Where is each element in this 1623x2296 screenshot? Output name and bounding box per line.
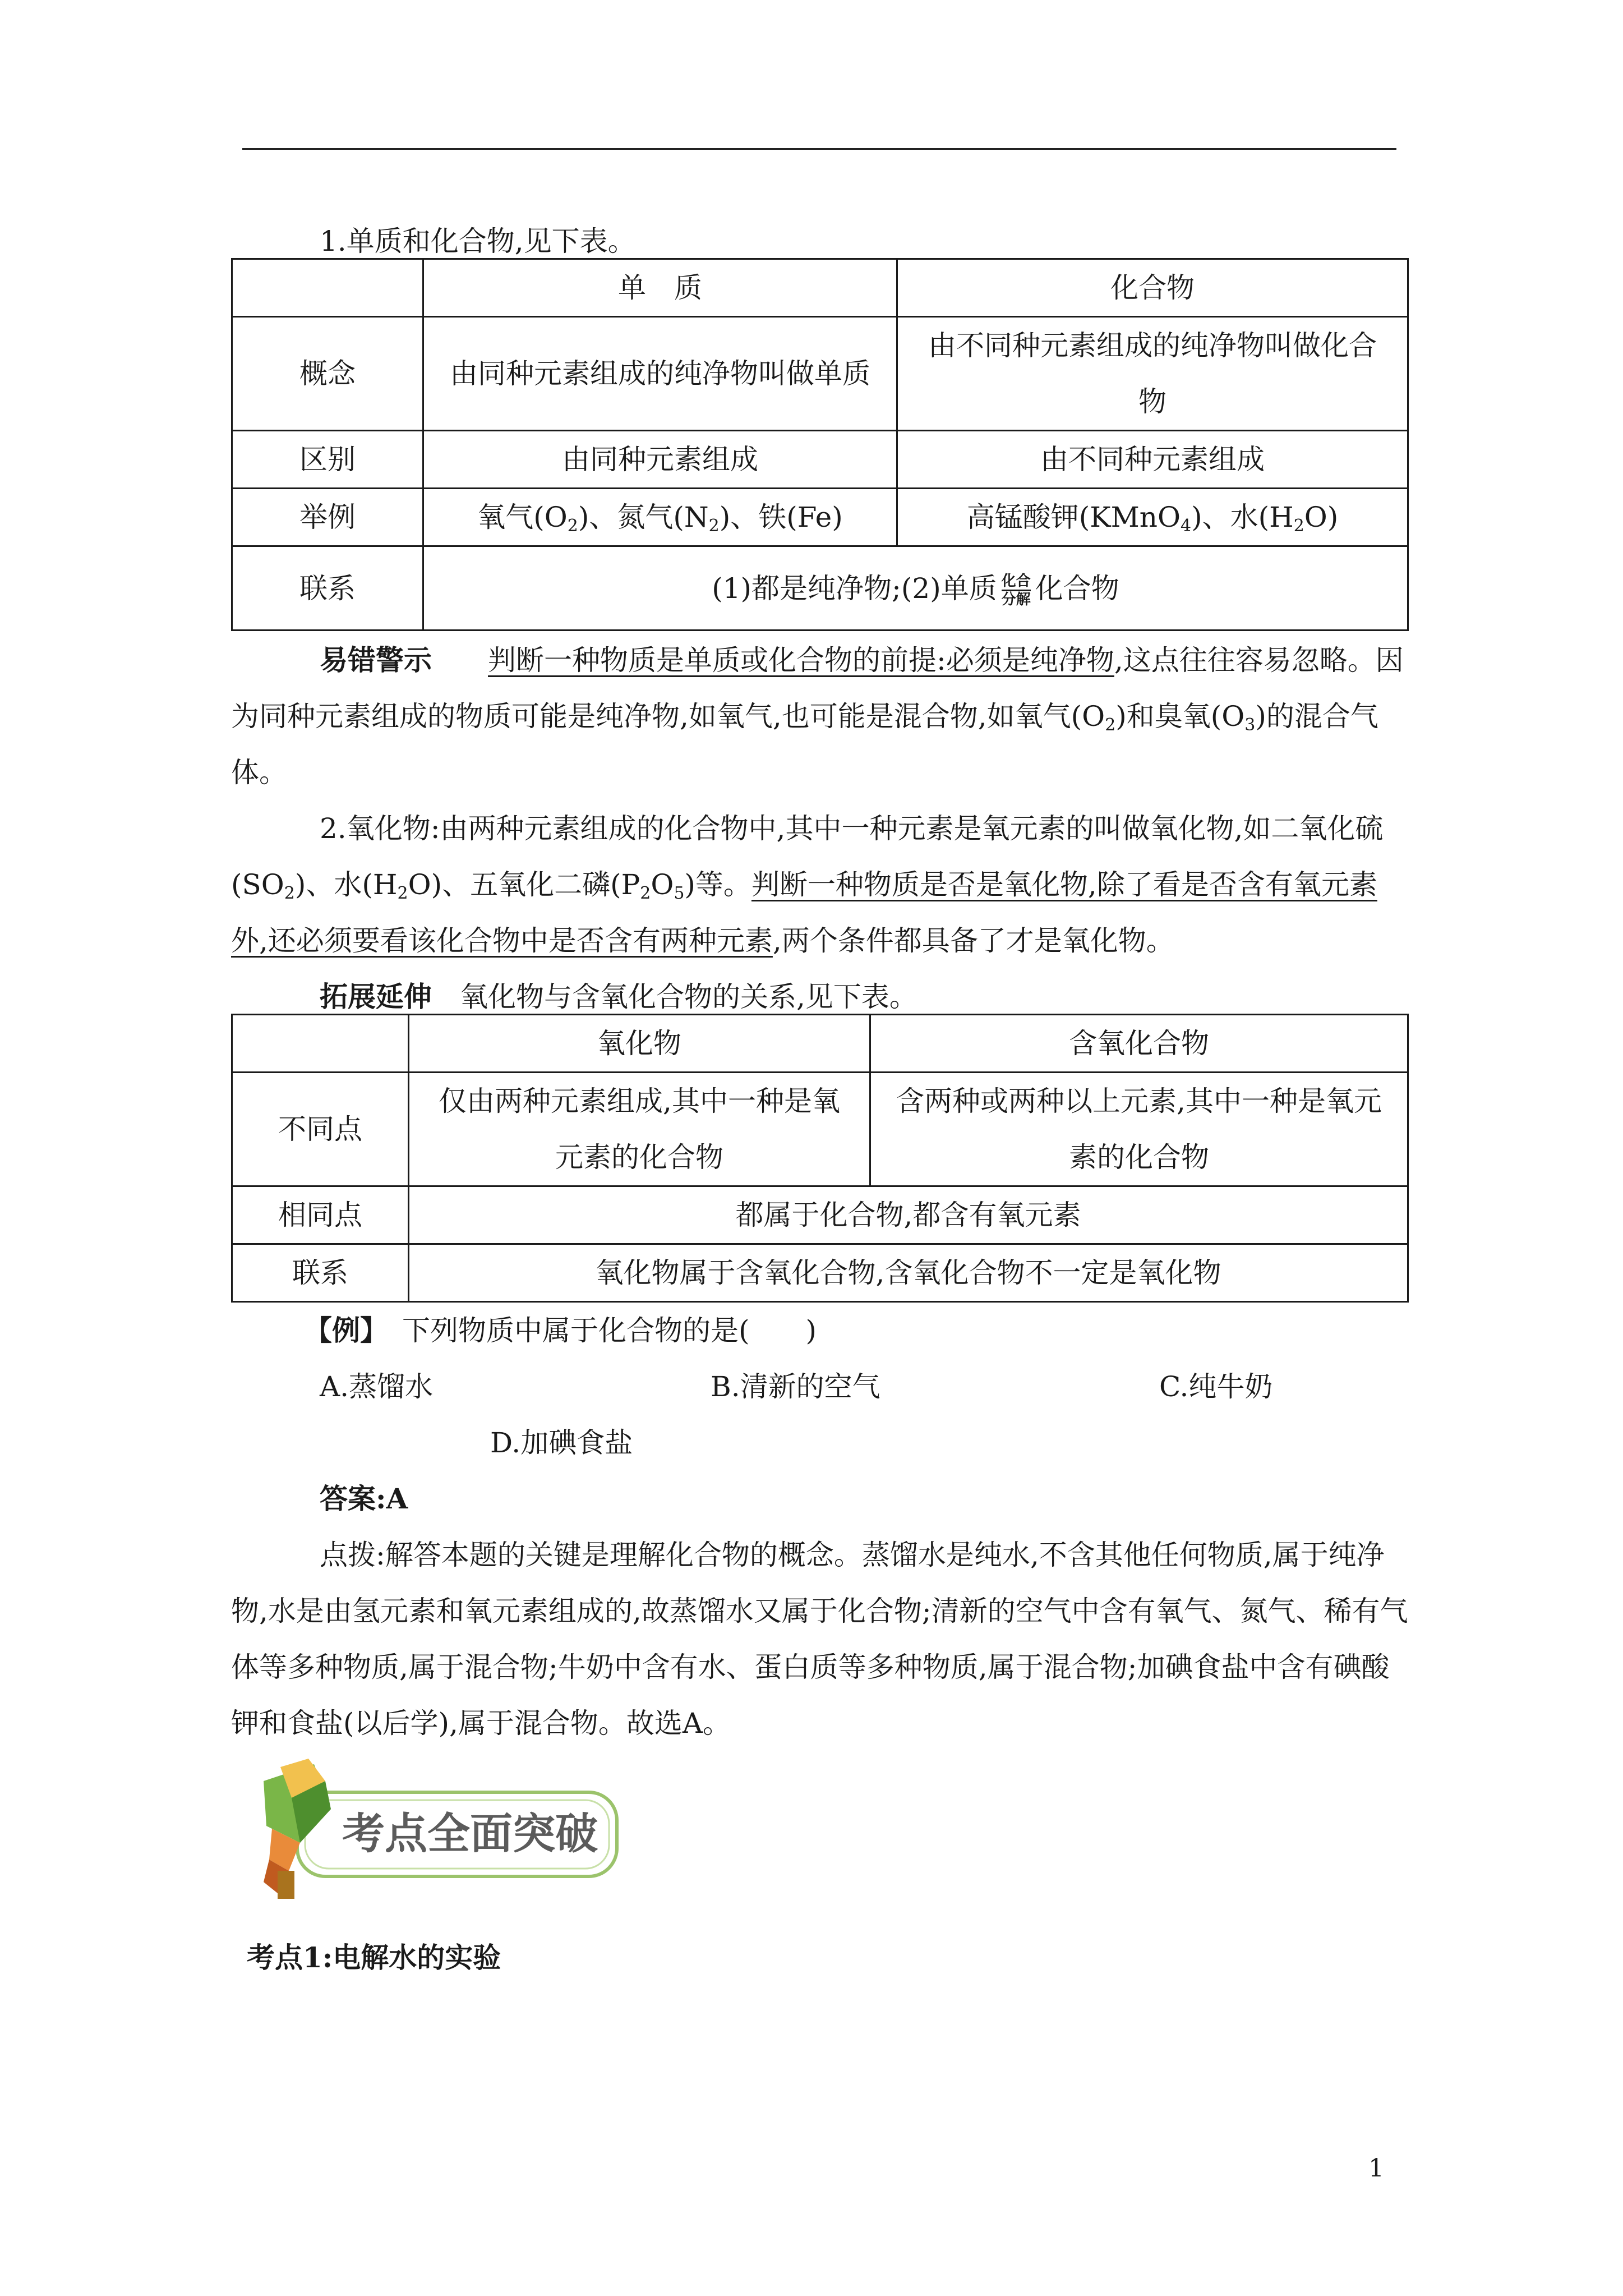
- table2-diff-label: 不同点: [232, 1073, 409, 1186]
- table1-example-compound: 高锰酸钾(KMnO$_4$)、水$(H_2O)$: [897, 489, 1408, 546]
- section-title: 考点1:电解水的实验: [247, 1941, 501, 1974]
- warning-paragraph: 易错警示 判断一种物质是单质或化合物的前提:必须是纯净物,这点往往容易忽略。因为同种元素组成的物质可能是纯净物,如氧气,也可能是混合物,如氧气$(O_2)$和臭氧$(O_3)$的混合气体。: [231, 643, 1404, 789]
- warning-title: 易错警示: [320, 643, 432, 677]
- reaction-arrow-label: $\frac{\text{化合}}{\text{分解}}$: [1001, 573, 1031, 608]
- table2-diff-oxy: 含两种或两种以上元素,其中一种是氧元素的化合物: [870, 1073, 1408, 1186]
- example-options-row-2: [231, 1415, 1409, 1471]
- table1-difference-label: 区别: [232, 431, 423, 489]
- table2-same-label: 相同点: [232, 1186, 409, 1244]
- header-rule: [242, 148, 1396, 150]
- item2-paragraph: 2.氧化物:由两种元素组成的化合物中,其中一种元素是氧元素的叫做氧化物,如二氧化硫$(SO_2)$、水$(H_2O)$、五氧化二磷$(P_2O_5)$等。判断一种物质是否是氧化物,除了看是否含有氧元素外,还必须要看该化合物中是否含有两种元素,两个条件都具备了才是氧化物。: [231, 812, 1384, 957]
- extension-title: 拓展延伸: [320, 980, 432, 1013]
- table1-difference-single: 由同种元素组成: [423, 431, 897, 489]
- table1-header-compound: 化合物: [897, 259, 1408, 317]
- table1-difference-compound: 由不同种元素组成: [897, 431, 1408, 489]
- table1-example-label: 举例: [232, 489, 423, 546]
- option-d: D.加碘食盐: [490, 1427, 633, 1459]
- item1-intro: 1.单质和化合物,见下表。: [320, 225, 636, 257]
- option-c: C.纯牛奶: [1159, 1370, 1273, 1403]
- answer: 答案:A: [320, 1482, 408, 1515]
- table1-relation-text: (1)都是纯净物;(2)单质 $\frac{\text{化合}}{\text{分解}}$ 化合物: [423, 546, 1408, 631]
- table2-same-text: 都属于化合物,都含有氧元素: [409, 1186, 1408, 1244]
- table1-concept-single: 由同种元素组成的纯净物叫做单质: [423, 317, 897, 431]
- warning-underlined: 判断一种物质是单质或化合物的前提:必须是纯净物: [488, 644, 1114, 677]
- table2-relation-label: 联系: [232, 1244, 409, 1302]
- document-body: [231, 213, 1409, 1751]
- item2-underlined: 判断一种物质是否是氧化物,除了看是否含有氧元素外,还必须要看该化合物中是否含有两种元素: [231, 868, 1377, 957]
- example-question: 【例】 下列物质中属于化合物的是( ): [304, 1314, 817, 1347]
- page-number: 1: [1368, 2154, 1384, 2183]
- option-b: B.清新的空气: [711, 1370, 880, 1403]
- table1-relation-label: 联系: [232, 546, 423, 631]
- extension-line: 拓展延伸 氧化物与含氧化合物的关系,见下表。: [320, 980, 917, 1013]
- table2-header-oxide: 氧化物: [409, 1015, 870, 1073]
- table2-header-oxy: 含氧化合物: [870, 1015, 1408, 1073]
- table1-concept-compound: 由不同种元素组成的纯净物叫做化合物: [897, 317, 1408, 431]
- table2-diff-oxide: 仅由两种元素组成,其中一种是氧元素的化合物: [409, 1073, 870, 1186]
- table1-example-single: 氧气$(O_2)$、氮气$(N_2)$、铁(Fe): [423, 489, 897, 546]
- explanation: 点拨:解答本题的关键是理解化合物的概念。蒸馏水是纯水,不含其他任何物质,属于纯净物,水是由氢元素和氧元素组成的,故蒸馏水又属于化合物;清新的空气中含有氧气、氮气、稀有气体等多种物质,属于混合物;牛奶中含有水、蛋白质等多种物质,属于混合物;加碘食盐中含有碘酸钾和食盐(以后学),属于混合物。故选A。: [231, 1539, 1408, 1740]
- table2-relation-text: 氧化物属于含氧化合物,含氧化合物不一定是氧化物: [409, 1244, 1408, 1302]
- option-a: A.蒸馏水: [320, 1370, 434, 1403]
- table1-header-single: 单 质: [423, 259, 897, 317]
- single-compound-table: [231, 258, 1409, 631]
- example-options-row: [231, 1359, 1409, 1415]
- section-badge: [247, 1759, 628, 1910]
- example-tag: 【例】: [304, 1314, 374, 1347]
- table1-concept-label: 概念: [232, 317, 423, 431]
- oxide-table: [231, 1014, 1409, 1303]
- badge-text: 考点全面突破: [342, 1810, 598, 1858]
